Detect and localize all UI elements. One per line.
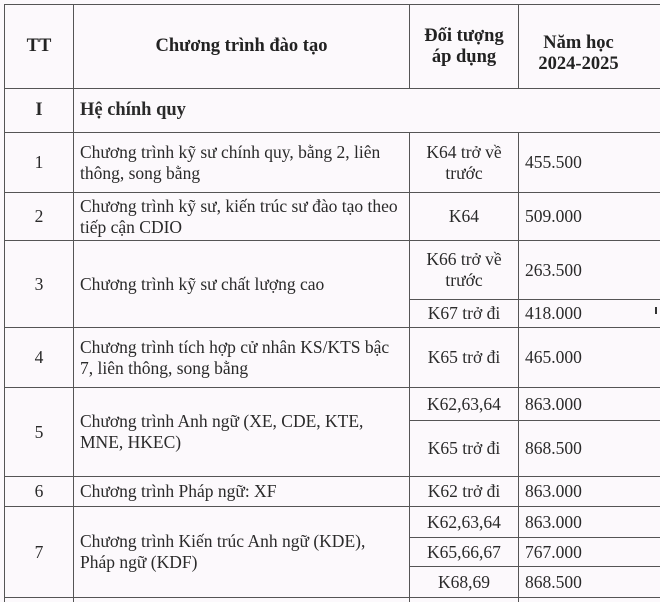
header-year: Năm học 2024-2025 <box>519 5 660 89</box>
target-group: K65 trở đi <box>410 328 519 388</box>
program-name: Chương trình Kiến trúc Anh ngữ (KDE), Pháp ngữ (KDF) <box>74 507 410 598</box>
tuition-fee-table <box>4 4 660 602</box>
program-name: Chương trình kỹ sư, kiến trúc sư đào tạo theo tiếp cận CDIO <box>74 193 410 241</box>
row-number: 3 <box>5 241 74 328</box>
row-number: 6 <box>5 477 74 507</box>
fee-value: 418.000 <box>519 300 660 328</box>
row-number: 7 <box>5 507 74 598</box>
target-group: K68,69 <box>410 567 519 598</box>
fee-value: 863.000 <box>519 388 660 421</box>
program-name: Chương trình tích hợp cử nhân KS/KTS bậc 7, liên thông, song bằng <box>74 328 410 388</box>
program-name: Chương trình kỹ sư chất lượng cao <box>74 241 410 328</box>
fee-value: 868.500 <box>519 421 660 477</box>
cutoff-cell <box>410 598 519 602</box>
target-group: K65,66,67 <box>410 538 519 567</box>
fee-value: 767.000 <box>519 538 660 567</box>
table-row <box>5 328 660 388</box>
section-number: I <box>5 89 74 133</box>
fee-value: 455.500 <box>519 133 660 193</box>
section-row <box>5 89 660 133</box>
cutoff-cell <box>5 598 74 602</box>
row-number: 1 <box>5 133 74 193</box>
row-number: 4 <box>5 328 74 388</box>
fee-value: 868.500 <box>519 567 660 598</box>
fee-value: 509.000 <box>519 193 660 241</box>
program-name: Chương trình Anh ngữ (XE, CDE, KTE, MNE, HKEC) <box>74 388 410 477</box>
header-program: Chương trình đào tạo <box>74 5 410 89</box>
table-row <box>5 193 660 241</box>
target-group: K64 trở về trước <box>410 133 519 193</box>
header-target: Đối tượng áp dụng <box>410 5 519 89</box>
target-group: K62,63,64 <box>410 507 519 538</box>
table-row <box>5 133 660 193</box>
table-row <box>5 241 660 300</box>
cutoff-cell <box>74 598 410 602</box>
target-group: K66 trở về trước <box>410 241 519 300</box>
target-group: K62,63,64 <box>410 388 519 421</box>
fee-value: 263.500 <box>519 241 660 300</box>
row-number: 2 <box>5 193 74 241</box>
target-group: K65 trở đi <box>410 421 519 477</box>
margin-mark <box>655 307 657 314</box>
table-row <box>5 388 660 421</box>
header-tt: TT <box>5 5 74 89</box>
fee-value: 863.000 <box>519 507 660 538</box>
program-name: Chương trình kỹ sư chính quy, bằng 2, liên thông, song bằng <box>74 133 410 193</box>
cutoff-cell <box>519 598 660 602</box>
target-group: K64 <box>410 193 519 241</box>
fee-value: 863.000 <box>519 477 660 507</box>
row-number: 5 <box>5 388 74 477</box>
section-label: Hệ chính quy <box>74 89 660 133</box>
program-name: Chương trình Pháp ngữ: XF <box>74 477 410 507</box>
table-row <box>5 477 660 507</box>
target-group: K67 trở đi <box>410 300 519 328</box>
table-row <box>5 507 660 538</box>
fee-value: 465.000 <box>519 328 660 388</box>
target-group: K62 trở đi <box>410 477 519 507</box>
table-row-cutoff <box>5 598 660 602</box>
table-header-row <box>5 5 660 89</box>
